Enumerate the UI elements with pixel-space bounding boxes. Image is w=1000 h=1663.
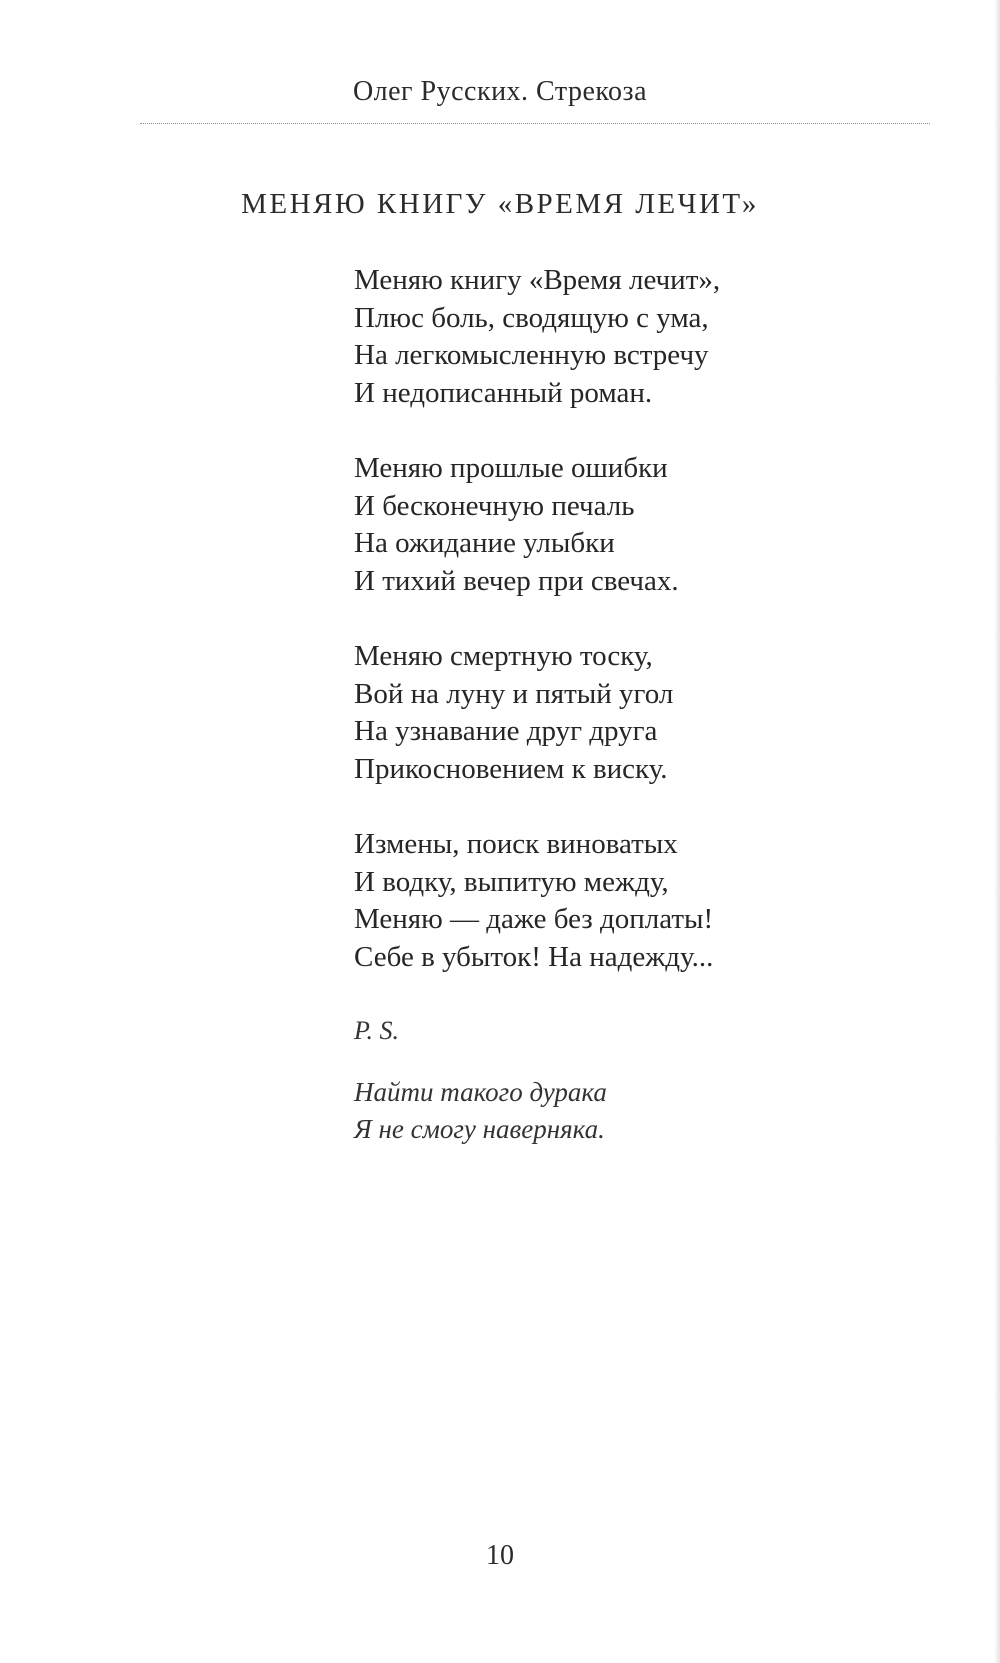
page-number: 10 [486, 1540, 514, 1571]
poem-line: Меняю прошлые ошибки [354, 452, 668, 484]
poem-line: И тихий вечер при свечах. [354, 564, 679, 597]
running-head: Олег Русских. Стрекоза [352, 76, 648, 107]
stanza-2 [354, 450, 954, 600]
poem-line: Меняю книгу «Время лечит», [354, 264, 721, 296]
poem-line: И бесконечную печаль [354, 489, 635, 522]
postscript-line: Найти такого дурака [354, 1077, 607, 1107]
scan-edge-shadow [994, 0, 1000, 1663]
postscript-stanza [354, 1074, 954, 1148]
poem-body [354, 262, 954, 1186]
poem-line: И недописанный роман. [354, 376, 653, 409]
poem-title: МЕНЯЮ КНИГУ «ВРЕМЯ ЛЕЧИТ» [241, 188, 759, 220]
poem-line: И водку, выпитую между, [354, 865, 669, 898]
poem-line: Вой на луну и пятый угол [354, 677, 674, 710]
poem-line: Плюс боль, сводящую с ума, [354, 301, 709, 334]
postscript-label: P. S. [354, 1016, 400, 1045]
stanza-3 [354, 638, 954, 788]
poem-line: Прикосновением к виску. [354, 752, 668, 785]
poem-line: Измены, поиск виноватых [354, 828, 678, 860]
header-divider [140, 123, 930, 124]
postscript-line: Я не смогу наверняка. [354, 1114, 605, 1144]
poem-line: Меняю — даже без доплаты! [354, 903, 714, 935]
stanza-1 [354, 262, 954, 412]
poem-line: На ожидание улыбки [354, 527, 615, 559]
poem-line: Себе в убыток! На надежду... [354, 940, 714, 973]
stanza-4 [354, 826, 954, 976]
poem-line: Меняю смертную тоску, [354, 640, 653, 672]
poem-line: На легкомысленную встречу [354, 339, 709, 371]
poem-line: На узнавание друг друга [354, 715, 658, 747]
